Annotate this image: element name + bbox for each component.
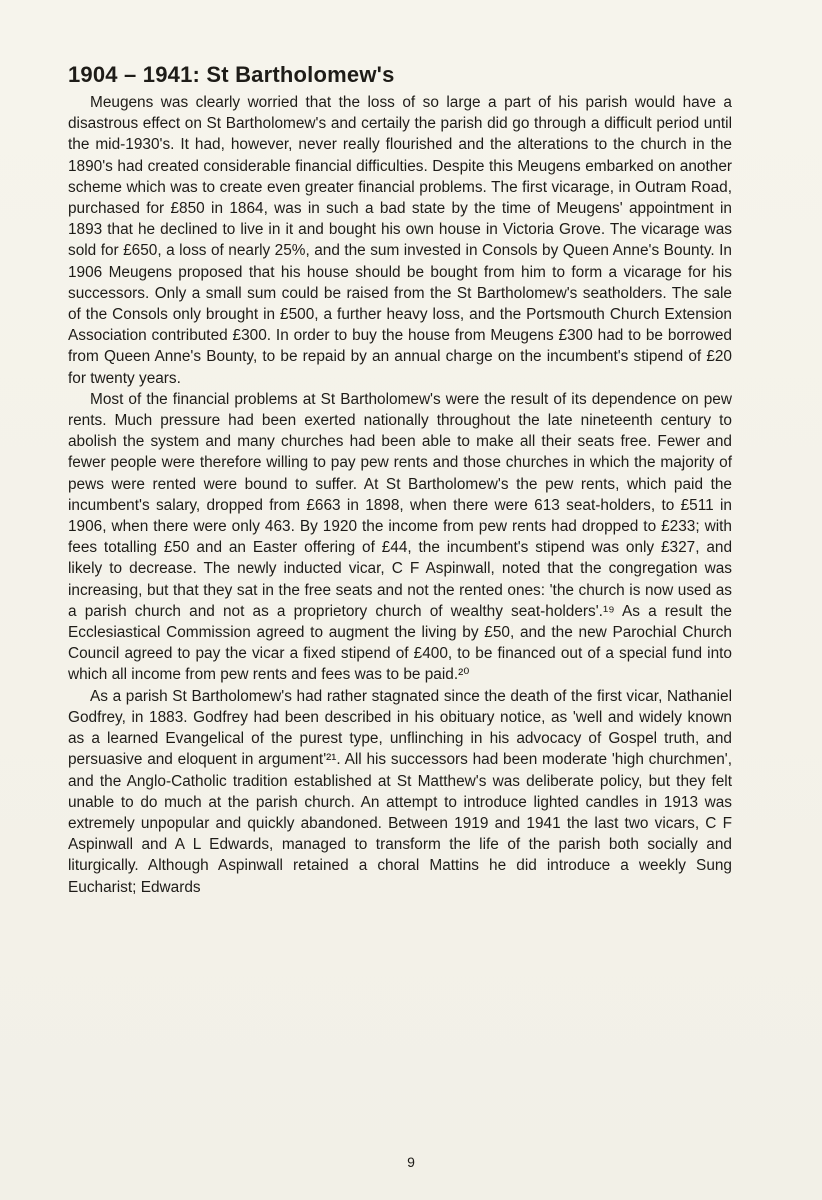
section-heading: 1904 – 1941: St Bartholomew's <box>68 62 395 87</box>
page-number: 9 <box>407 1154 415 1170</box>
paragraph-parish-life: As a parish St Bartholomew's had rather stagnated since the death of the first vicar, Nathaniel Godfrey, in 1883. Godfrey had been described in his obituary notice, as 'well and widely known as a learned Evangelical of the purest type, unflinching in his advocacy of Gospel truth, and persuasive and eloquent in argument'²¹. All his successors had been moderate 'high churchmen', and the Anglo-Catholic tradition established at St Matthew's was deliberate policy, but they felt unable to do much at the parish church. An attempt to introduce lighted candles in 1913 was extremely unpopular and quickly abandoned. Between 1919 and 1941 the last two vicars, C F Aspinwall and A L Edwards, managed to transform the life of the parish both socially and liturgically. Although Aspinwall retained a choral Mattins he did introduce a weekly Sung Eucharist; Edwards <box>68 687 732 896</box>
document-body <box>68 60 732 898</box>
paragraph-vicarage-finances: Meugens was clearly worried that the loss of so large a part of his parish would have a disastrous effect on St Bartholomew's and certaily the parish did go through a difficult period until the mid-1930's. It had, however, never really flourished and the alterations to the church in the 1890's had created considerable financial difficulties. Despite this Meugens embarked on another scheme which was to create even greater financial problems. The first vicarage, in Outram Road, purchased for £850 in 1864, was in such a bad state by the time of Meugens' appointment in 1893 that he declined to live in it and bought his own house in Victoria Grove. The vicarage was sold for £650, a loss of nearly 25%, and the sum invested in Consols by Queen Anne's Bounty. In 1906 Meugens proposed that his house should be bought from him to form a vicarage for his successors. Only a small sum could be raised from the St Bartholomew's seatholders. The sale of the Consols only brought in £500, a further heavy loss, and the Portsmouth Church Extension Association contributed £300. In order to buy the house from Meugens £300 had to be borrowed from Queen Anne's Bounty, to be repaid by an annual charge on the incumbent's stipend of £20 for twenty years. <box>68 94 732 387</box>
paragraph-pew-rents: Most of the financial problems at St Bartholomew's were the result of its dependence on pew rents. Much pressure had been exerted nationally throughout the late nineteenth century to abolish the system and many churches had been able to make all their seats free. Fewer and fewer people were therefore willing to pay pew rents and those churches in which the majority of pews were rented were bound to suffer. At St Bartholomew's the pew rents, which paid the incumbent's salary, dropped from £663 in 1898, when there were 613 seat-holders, to £511 in 1906, when there were only 463. By 1920 the income from pew rents had dropped to £233; with fees totalling £50 and an Easter offering of £44, the incumbent's stipend was only £327, and likely to decrease. The newly inducted vicar, C F Aspinwall, noted that the congregation was increasing, but that they sat in the free seats and not the rented ones: 'the church is now used as a parish church and not as a proprietory church of wealthy seat-holders'.¹⁹ As a result the Ecclesiastical Commission agreed to augment the living by £50, and the new Parochial Church Council agreed to pay the vicar a fixed stipend of £400, to be financed out of a special fund into which all income from pew rents and fees was to be paid.²⁰ <box>68 390 732 684</box>
